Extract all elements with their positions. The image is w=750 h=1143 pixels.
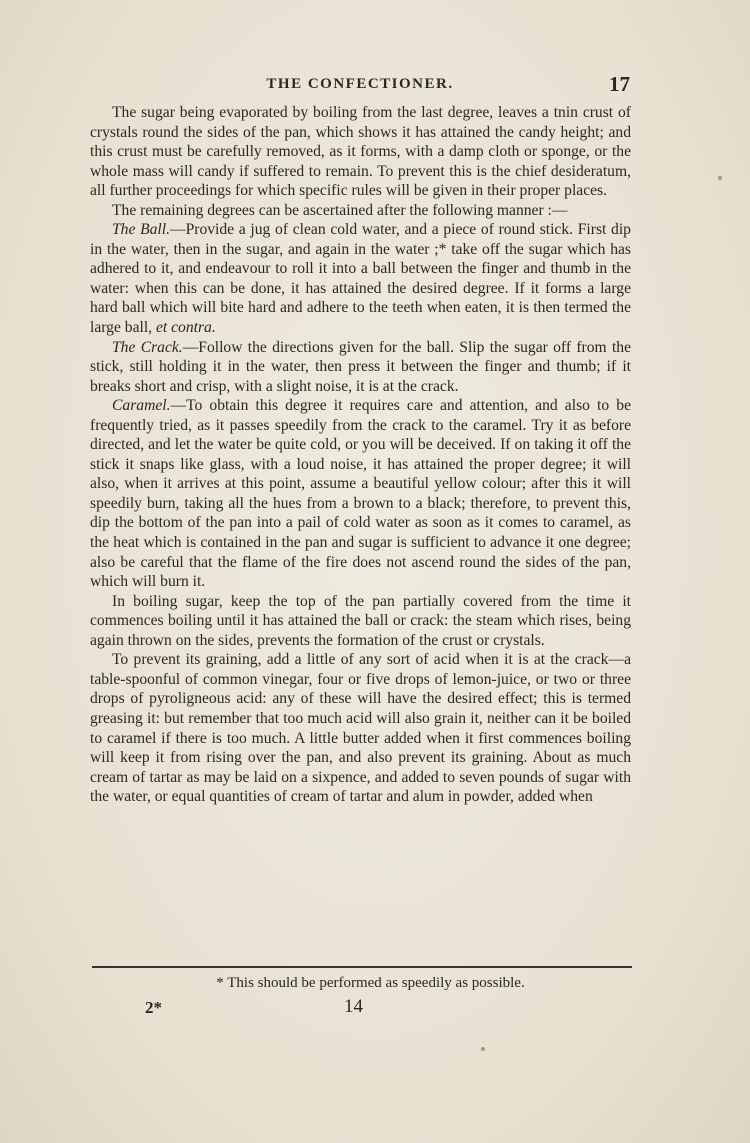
body-text: [90, 103, 631, 807]
footnote: * This should be performed as speedily as possible.: [216, 975, 525, 991]
page-number: 17: [609, 72, 630, 96]
paragraph-text: The remaining degrees can be ascertained after the following manner :—: [112, 201, 568, 219]
paragraph-text: —Provide a jug of clean cold water, and a piece of round stick. First dip in the water, then in the sugar, and again in the water ;* take off the sugar which has adhered to it, and endeavour to roll it into a ball between the finger and thumb in the water: when this can be done, it has attained the desired degree. If it forms a large hard ball which will bite hard and adhere to the teeth when eaten, it is then termed the large ball,: [90, 221, 631, 337]
running-head: [90, 72, 630, 96]
paragraph-caramel: [90, 396, 631, 591]
paragraph-text: In boiling sugar, keep the top of the pan partially covered from the time it commences boiling until it has attained the ball or crack: the steam which rises, being again thrown on the sides, prevents the formation of the crust or crystals.: [90, 592, 631, 649]
paragraph-text: —Follow the directions given for the ball. Slip the sugar off from the stick, still holding it in the water, then press it between the finger and thumb; if it breaks short and crisp, with a slight noise, it is at the crack.: [90, 338, 631, 395]
paragraph-the-ball: [90, 220, 631, 337]
paragraph-candy-height: [90, 103, 631, 201]
running-title: THE CONFECTIONER.: [266, 76, 454, 92]
folio-number: 14: [344, 996, 363, 1017]
section-heading: The Crack.: [112, 338, 183, 356]
paper-speck: [481, 1047, 485, 1051]
paragraph-boiling-sugar: [90, 592, 631, 651]
paragraph-text: To prevent its graining, add a little of any sort of acid when it is at the crack—a table-spoonful of common vinegar, four or five drops of lemon-juice, or two or three drops of pyroligneous acid: any of these will have the desired effect; this is termed greasing it: but remember that too much acid will also grain it, neither can it be boiled to caramel if there is too much. A little butter added when it first commences boiling will keep it from rising over the pan, and also prevent its graining. About as much cream of tartar as may be laid on a sixpence, and added to seven pounds of sugar with the water, or equal quantities of cream of tartar and alum in powder, added when: [90, 651, 631, 806]
italic-phrase: et contra.: [155, 319, 216, 337]
footnote-rule: [92, 966, 632, 968]
paragraph-text: The sugar being evaporated by boiling from the last degree, leaves a tnin crust of crystals round the sides of the pan, which shows it has attained the candy height; and this crust must be carefully removed, as it forms, with a damp cloth or sponge, or the whole mass will candy if suffered to remain. To prevent this is the chief desideratum, all further proceedings for which specific rules will be given in their proper places.: [90, 104, 631, 200]
signature-mark: 2*: [145, 998, 162, 1017]
paragraph-the-crack: [90, 338, 631, 397]
section-heading: Caramel.: [112, 397, 171, 415]
paragraph-text: —To obtain this degree it requires care and attention, and also to be frequently tried, as it passes speedily from the crack to the caramel. Try it as before directed, and let the water be quite cold, or you will be deceived. If on taking it off the stick it snaps like glass, with a loud noise, it has attained the proper degree; it will also, when it arrives at this point, assume a beautiful yellow colour; after this it will speedily burn, taking all the hues from a brown to a black; therefore, to prevent this, dip the bottom of the pan into a pail of cold water as soon as it comes to caramel, as the heat which is contained in the pan and sugar is sufficient to advance it one degree; also be careful that the flame of the fire does not ascend round the sides of the pan, which will burn it.: [90, 397, 631, 591]
section-heading: The Ball.: [112, 221, 170, 239]
paper-speck: [718, 176, 722, 180]
paragraph-graining: [90, 650, 631, 806]
paragraph-remaining-degrees: [90, 201, 631, 221]
